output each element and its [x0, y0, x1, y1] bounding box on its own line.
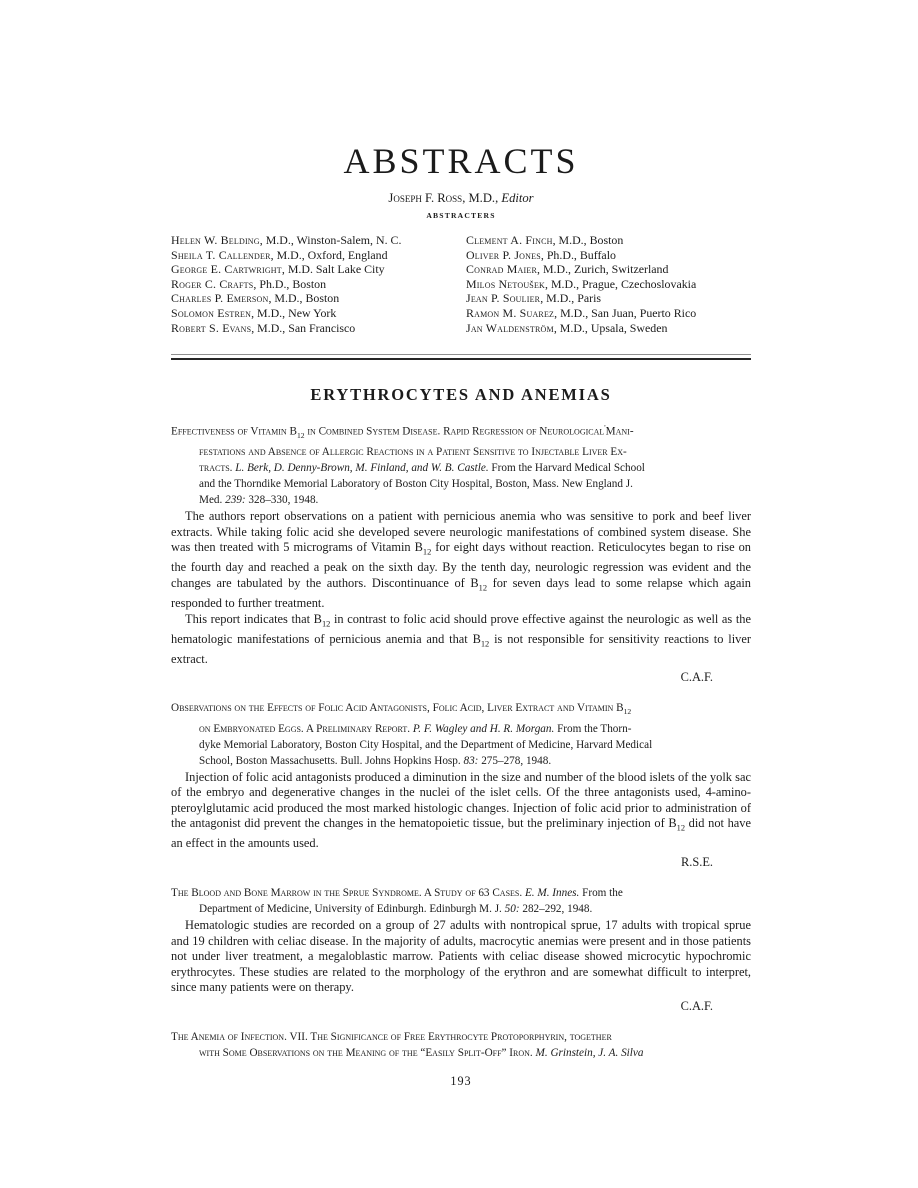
- section-title: ERYTHROCYTES AND ANEMIAS: [310, 385, 612, 405]
- abstracter-name: Solomon Estren: [171, 305, 252, 320]
- text-segment: 12: [422, 546, 432, 557]
- text-segment: is not responsible for sensitivity reactions to liver extract.: [171, 631, 751, 666]
- abstracter-location: , M.D. Salt Lake City: [281, 262, 385, 277]
- text-segment: Med.: [199, 494, 226, 507]
- editor-degree: , M.D.,: [462, 191, 502, 205]
- text-segment: Observations on the Effects of Folic Acid Antagonists, Folic Acid, Liver Extract and Vitamin B: [171, 702, 624, 715]
- text-segment: 12: [296, 431, 305, 441]
- text-segment: and the Thorndike Memorial Laboratory of Boston City Hospital, Boston, Mass. New England J.: [199, 478, 633, 491]
- text-segment: Injection of folic acid antagonists produced a diminution in the size and number of the blood islets of the yolk sac of the embryo and degenerative changes in the nuclei of the islet cells. Of the three antagonists used, 4-amino-pteroylglutamic acid produced the most marked histologic changes. Injection of folic acid prior to administration of the antagonist did prevent the changes in the hematopoietic tissue, but the preliminary injection of B: [171, 769, 751, 831]
- abstracter-location: , M.D., Zurich, Switzerland: [537, 262, 669, 277]
- page-title: ABSTRACTS: [343, 141, 579, 181]
- abstracter-location: , Ph.D., Boston: [253, 276, 327, 291]
- abstract-body: [171, 509, 751, 667]
- text-segment: did not have an effect in the amounts used.: [171, 816, 751, 851]
- abstract-entry: [171, 1029, 751, 1061]
- text-segment: 12: [623, 707, 632, 717]
- text-segment: From the Harvard Medical School: [488, 462, 645, 475]
- abstract-paragraph: [171, 612, 751, 668]
- text-segment: 275–278, 1948.: [478, 754, 552, 767]
- text-segment: 328–330, 1948.: [245, 494, 319, 507]
- abstracter-name: Jean P. Soulier: [466, 291, 541, 306]
- abstract-paragraph: [171, 918, 751, 996]
- editor-name: Joseph F. Ross: [388, 191, 463, 205]
- text-segment: 83:: [463, 754, 479, 767]
- text-segment: dyke Memorial Laboratory, Boston City Hospital, and the Department of Medicine, Harvard Medical: [199, 738, 653, 751]
- abstract-signature: R.S.E.: [680, 855, 713, 870]
- text-segment: 12: [478, 582, 488, 593]
- abstracter-location: , M.D., Paris: [540, 291, 602, 306]
- abstracter-location: , M.D., San Juan, Puerto Rico: [554, 305, 697, 320]
- text-segment: on Embryonated Eggs. A Preliminary Report.: [199, 722, 413, 735]
- abstracter-name: Helen W. Belding: [171, 233, 260, 247]
- text-segment: for eight days without reaction. Reticulocytes began to rise on the fourth day and reached a peak on the sixth day. By the tenth day, neurologic regression was evident and the changes are tabulated by the authors. Discontinuance of B: [171, 540, 751, 590]
- abstracter-entry: [171, 291, 466, 306]
- text-segment: 282–292, 1948.: [519, 903, 593, 916]
- text-segment: in contrast to folic acid should prove effective against the neurologic as well as the hematologic manifestations of pernicious anemia and that B: [171, 611, 751, 646]
- abstracter-entry: [466, 321, 751, 336]
- text-segment: tracts.: [199, 462, 236, 475]
- double-rule-divider: [171, 354, 751, 360]
- abstract-body: [171, 770, 751, 852]
- editor-line: [171, 191, 751, 206]
- text-segment: 12: [480, 638, 490, 649]
- text-segment: The Blood and Bone Marrow in the Sprue Syndrome. A Study of 63 Cases.: [171, 887, 525, 900]
- abstracter-name: George E. Cartwright: [171, 262, 282, 277]
- text-segment: 12: [321, 618, 331, 629]
- text-segment: The Anemia of Infection. VII. The Significance of Free Erythrocyte Protoporphyrin, together: [171, 1030, 612, 1043]
- abstracter-location: , M.D., Winston-Salem, N. C.: [259, 233, 402, 247]
- abstract-paragraph: [171, 509, 751, 612]
- text-segment: Effectiveness of Vitamin B: [171, 425, 297, 438]
- abstracter-name: Robert S. Evans: [171, 320, 252, 335]
- text-segment: 12: [676, 822, 686, 833]
- text-segment: 239:: [225, 494, 246, 507]
- page-content: [171, 142, 751, 1089]
- abstract-heading: [171, 1029, 751, 1061]
- abstracter-name: Charles P. Emerson: [171, 291, 269, 306]
- abstracter-entry: [171, 321, 466, 336]
- abstracter-location: , M.D., New York: [251, 305, 337, 320]
- abstract-heading: [171, 885, 751, 917]
- abstracter-location: , M.D., Oxford, England: [270, 247, 388, 262]
- page-number: 193: [450, 1073, 472, 1088]
- text-segment: Hematologic studies are recorded on a group of 27 adults with nontropical sprue, 17 adults with tropical sprue and 19 children with celiac disease. In the majority of adults, macrocytic anemias were present and in those patients not under liver treatment, a megaloblastic marrow. Patients with celiac disease showed microcytic hypochromic erythrocytes. These studies are related to the morphology of the erythron and are somewhat difficult to interpret, since many patients were on therapy.: [171, 918, 751, 995]
- abstracter-location: , Ph.D., Buffalo: [540, 247, 616, 262]
- abstracter-location: , M.D., Prague, Czechoslovakia: [545, 276, 697, 291]
- abstract-heading: [171, 420, 751, 508]
- abstracters-right: [466, 233, 751, 335]
- abstract-entry: [171, 700, 751, 870]
- abstract-signature: C.A.F.: [680, 670, 713, 685]
- text-segment: This report indicates that B: [185, 611, 322, 626]
- abstracter-name: Sheila T. Callender: [171, 247, 271, 262]
- abstracter-entry: [466, 248, 751, 263]
- abstracter-name: Conrad Maier: [466, 262, 537, 277]
- abstract-signature: C.A.F.: [680, 998, 713, 1013]
- text-segment: Department of Medicine, University of Edinburgh. Edinburgh M. J.: [199, 903, 505, 916]
- abstracter-name: Roger C. Crafts: [171, 276, 254, 291]
- abstracter-entry: [171, 248, 466, 263]
- abstracter-entry: [466, 262, 751, 277]
- abstracter-name: Ramon M. Suarez: [466, 305, 555, 320]
- text-segment: ': [604, 423, 606, 433]
- abstracter-name: Milos Netoušek: [466, 276, 546, 291]
- abstract-heading: [171, 700, 751, 768]
- text-segment: in Combined System Disease. Rapid Regression of Neurological: [304, 425, 605, 438]
- text-segment: 50:: [504, 903, 520, 916]
- text-segment: L. Berk, D. Denny-Brown, M. Finland, and W. B. Castle.: [235, 462, 489, 475]
- editor-role: Editor: [501, 191, 534, 205]
- abstracters-columns: [171, 233, 751, 335]
- abstracter-name: Clement A. Finch: [466, 233, 553, 247]
- abstracter-entry: [466, 277, 751, 292]
- abstracter-entry: [171, 306, 466, 321]
- text-segment: The authors report observations on a patient with pernicious anemia who was sensitive to pork and beef liver extracts. While taking folic acid she developed severe neurologic manifestations of combined system disease. She was then treated with 5 micrograms of Vitamin B: [171, 509, 751, 555]
- text-segment: From the: [579, 887, 623, 900]
- abstracter-entry: [171, 233, 466, 248]
- text-segment: for seven days lead to some relapse which again responded to further treatment.: [171, 575, 751, 611]
- text-segment: festations and Absence of Allergic Reactions in a Patient Sensitive to Injectable Liver Ex-: [199, 446, 627, 459]
- abstracter-entry: [171, 277, 466, 292]
- abstracter-entry: [171, 262, 466, 277]
- abstracter-location: , M.D., Boston: [268, 291, 340, 306]
- abstract-paragraph: [171, 770, 751, 852]
- abstract-entry: [171, 420, 751, 685]
- text-segment: E. M. Innes.: [524, 887, 580, 900]
- text-segment: Mani-: [605, 425, 634, 438]
- abstracter-location: , M.D., Upsala, Sweden: [553, 320, 668, 335]
- abstracter-location: , M.D., San Francisco: [251, 320, 356, 335]
- abstracter-entry: [466, 291, 751, 306]
- abstracter-name: Jan Waldenström: [466, 320, 554, 335]
- abstracters-label: ABSTRACTERS: [426, 211, 496, 220]
- text-segment: School, Boston Massachusetts. Bull. Johns Hopkins Hosp.: [199, 754, 464, 767]
- text-segment: From the Thorn-: [554, 722, 632, 735]
- abstract-entry: [171, 885, 751, 1014]
- abstracters-left: [171, 233, 466, 335]
- text-segment: P. F. Wagley and H. R. Morgan.: [412, 722, 555, 735]
- text-segment: with Some Observations on the Meaning of the “Easily Split-Off” Iron.: [199, 1046, 536, 1059]
- abstracter-name: Oliver P. Jones: [466, 247, 541, 262]
- abstracts-list: [171, 420, 751, 1061]
- text-segment: M. Grinstein, J. A. Silva: [535, 1046, 644, 1059]
- abstract-body: [171, 918, 751, 996]
- abstracter-entry: [466, 306, 751, 321]
- abstracter-entry: [466, 233, 751, 248]
- abstracter-location: , M.D., Boston: [552, 233, 624, 247]
